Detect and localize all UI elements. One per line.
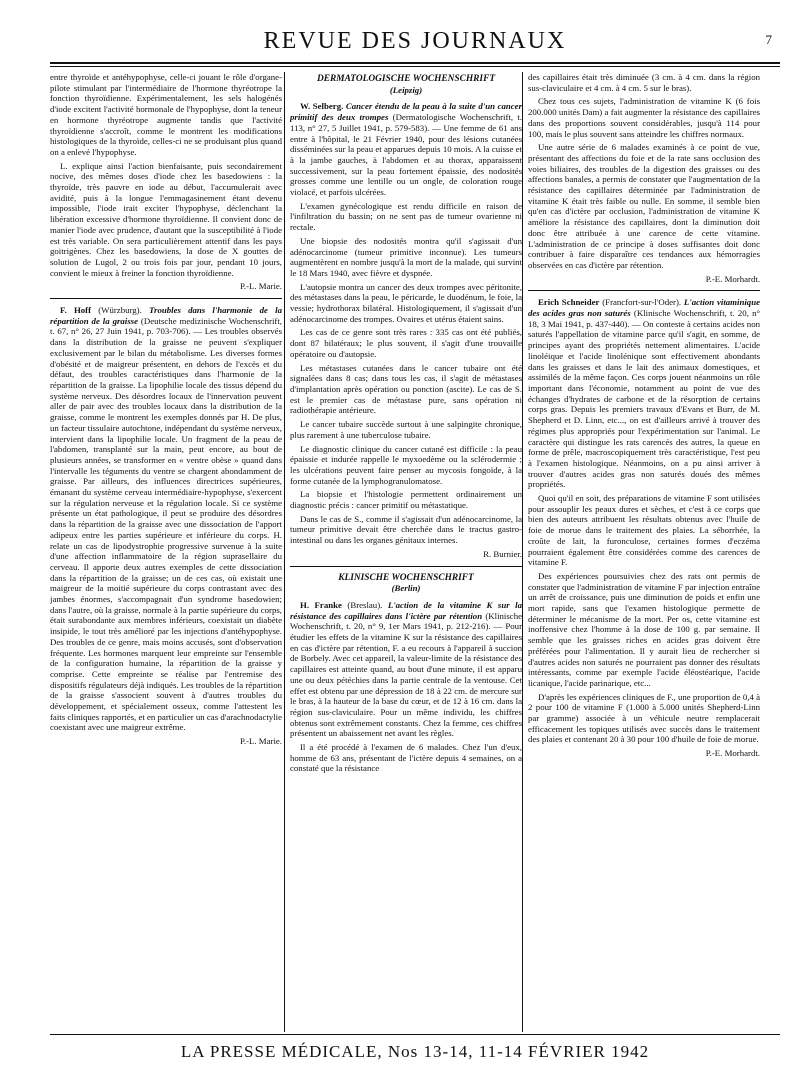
author: F. Hoff bbox=[60, 305, 92, 316]
paragraph: des capillaires était très diminuée (3 cm. à 4 cm. dans la région sus-claviculaire et 4 cm. à 4 cm. 5 sur le bras). bbox=[528, 72, 760, 93]
article-title: L'action vitaminique des acides gras non saturés bbox=[528, 297, 760, 319]
paragraph: Des expériences poursuivies chez des rats ont permis de constater que l'administration de vitamine F par injection entraîne un arrêt de croissance, puis une diminution de poids et enfin une mort rapide, sans que l'examen histologique permette de déterminer le mécanisme de la mort. Per os, cette vitamine est inoffensive chez l'homme à la dose de 100 g. par semaine. Il semble que les graisses riches en acides gras doivent être préférées pour l'alimentation. Il y aurait lieu de rechercher si d'autres acides non saturés ne pourraient pas donner des résultats intéressants, comme par exemple l'acide éléostéarique, l'acide licanique, l'acide parinarique, etc... bbox=[528, 570, 760, 688]
paragraph: D'après les expériences cliniques de F., une proportion de 0,4 à 2 pour 100 de vitamine F (1.000 à 5.000 unités Shepherd-Linn par gramme) associée à un véhicule neutre remplacerait efficacement les topiques utilisés avec succès dans le traitement des plaies et contenant 20 à 30 pour 100 d'huile de foie de morue. bbox=[528, 691, 760, 745]
page-footer: LA PRESSE MÉDICALE, Nos 13-14, 11-14 FÉVRIER 1942 bbox=[180, 1042, 650, 1061]
article-body: (Klinische Wochenschrift, t. 20, n° 18, 3 Mai 1941, p. 437-440). — On conteste à certains acides non saturés l'appellation de vitamine parce qu'il s'agit, en somme, de principes ayant des propriétés nettement alimentaires. L'acide linoléique et l'acide linolénique sont effectivement abondants dans les graisses et dans le lait des animaux domestiques, et assimilés de la même façon. Ces corps jouent néanmoins un rôle important dans l'économie, notamment au point de vue des échanges d'hydrates de carbone et de la résorption de certains corps gras. Depuis les premiers travaux d'Evans et Burr, de M. Shepherd et D. Linn, etc..., on est d'ailleurs arrivé à trouver des régimes plus appropriés pour l'expérimentation sur l'animal. Le caractère qui distingue les rats carencés des autres, la queue en forme de prêle, macroscopiquement très caractéristique, l'est peu à l'examen histologique. Néanmoins, on a pu ainsi arriver à trouver d'autres acides gras non saturés doués des mêmes propriétés. bbox=[528, 308, 760, 490]
page-number: 7 bbox=[765, 32, 772, 47]
column-divider-1 bbox=[284, 72, 285, 1032]
column-1 bbox=[50, 72, 282, 1032]
paragraph: Une biopsie des nodosités montra qu'il s'agissait d'un adénocarcinome (tumeur primitive inconnue). Les tumeurs augmentèrent en nombre jusqu'à la mort de la malade, qui survint le 18 Mars 1940, avec fièvre et dyspnée. bbox=[290, 235, 522, 278]
paragraph: entre thyroïde et antéhypophyse, celle-ci jouant le rôle d'organe-pilote stimulant par l'intermédiaire de l'hormone thyréotrope la fonction thyroïdienne. Expérimentalement, les sels halogénés d'iode excitent l'activité hormonale de l'hypophyse, dont la teneur en hormone thyréotrope augmente tandis que l'activité thyroïdienne s'accroît, comme le montrent les modifications histologiques de la thyroïde, celles-ci ne se produisant plus quand on a enlevé l'hypophyse. bbox=[50, 72, 282, 157]
paragraph: La biopsie et l'histologie permettent ordinairement un diagnostic précis : cancer primitif ou métastatique. bbox=[290, 489, 522, 511]
paragraph: Chez tous ces sujets, l'administration de vitamine K (6 fois 200.000 unités Dam) a fait augmenter la résistance des capillaires dans des proportions souvent considérables, jusqu'à 114 pour 100, mais le plus souvent sans atteindre les chiffres normaux. bbox=[528, 96, 760, 139]
author: H. Franke bbox=[300, 599, 342, 610]
article-title: L'action de la vitamine K sur la résistance des capillaires dans l'ictère par rétention bbox=[290, 599, 522, 621]
paragraph: Le diagnostic clinique du cancer cutané est difficile : la peau épaissie et indurée rappelle le myxoedème ou la sclérodermie ; les ulcérations peuvent faire penser au mycosis fongoïde, à la forme cutanée de la lymphogranulomatose. bbox=[290, 443, 522, 486]
page-header bbox=[50, 20, 780, 60]
paragraph: Les métastases cutanées dans le cancer tubaire ont été signalées dans 8 cas; dans tous les cas, il s'agit de métastases d'implantation après opération ou ponction (ascite). Le cas de S. est le premier cas de métastase pure, sans opération ni radiothérapie antérieure. bbox=[290, 362, 522, 416]
paragraph: Une autre série de 6 malades examinés à ce point de vue, présentant des affections du foie et de la rate sans occlusion des voies biliaires, des troubles de la digestion des graisses ou des affections banales, a permis de constater que l'augmentation de la résistance des capillaires déterminée par l'administration de vitamine K était très faible ou nulle. En somme, il semble bien qu'en cas d'ictère par occlusion, l'administration de vitamine K améliore la résistance des capillaires, dont la diminution doit donc être attribuée à une carence de cette vitamine. L'administration de ce principe à doses suffisantes doit donc contribuer à faire disparaître ces tendances aux hémorragies observées en cas d'ictère par rétention. bbox=[528, 142, 760, 270]
author: Erich Schneider bbox=[538, 297, 600, 308]
signature: P.-L. Marie. bbox=[239, 281, 282, 292]
journal-city: (Leipzig) bbox=[389, 84, 423, 95]
article-hoff bbox=[50, 305, 282, 733]
paragraph: L'autopsie montra un cancer des deux trompes avec péritonite, des métastases dans la peau, le péricarde, le duodénum, le foie, la vessie; hydrothorax bilatéral. Histologiquement, il s'agissait d'un adénocarcinome des trompes. Ovaires et utérus étaient sains. bbox=[290, 281, 522, 324]
paragraph: Quoi qu'il en soit, des préparations de vitamine F sont utilisées pour assouplir les peaux dures et sèches, et c'est à ce corps que bien des auteurs attribuent les résultats obtenus avec l'huile de foie de morue dans le traitement des plaies. La séborrhée, la croûte de lait, la furonculose, certaines formes d'eczéma pourraient également être considérées comme des carences de vitamine F. bbox=[528, 493, 760, 568]
author-city: (Francfort-sur-l'Oder). bbox=[599, 297, 684, 308]
paragraph: Dans le cas de S., comme il s'agissait d'un adénocarcinome, la tumeur primitive devait être cherchée dans le tractus gastro-intestinal ou dans les organes génitaux internes. bbox=[290, 513, 522, 546]
journal-name: DERMATOLOGISCHE WOCHENSCHRIFT bbox=[316, 74, 496, 84]
paragraph: Le cancer tubaire succède surtout à une salpingite chronique, plus rarement à une tuberculose tubaire. bbox=[290, 419, 522, 440]
paragraph: Il a été procédé à l'examen de 6 malades. Chez l'un d'eux, homme de 63 ans, présentant de l'ictère depuis 4 semaines, on a constaté que la résistance bbox=[290, 742, 522, 774]
author-city: (Würzburg). bbox=[91, 305, 149, 316]
article-separator bbox=[528, 290, 760, 291]
article-body: (Dermatologische Wochenschrift, t. 113, n° 27, 5 Juillet 1941, p. 579-583). — Une femme de 61 ans entre à l'hôpital, le 21 Février 1940, pour des lésions cutanées disséminées sur la peau et apparues depuis 10 mois. A la cuisse et à la jambe gauches, à l'abdomen et au thorax, apparaissent successivement, sur la peau fortement épaissie, des nodosités grosses comme une lentille ou un ongle, de coloration rouge violacé, et parfois ulcérées. bbox=[290, 112, 522, 198]
paragraph: L. explique ainsi l'action bienfaisante, puis secondairement nocive, des mêmes doses d'iode chez les basedowiens : la thyroïde, très pauvre en iode au début, l'accumulerait avec avidité, puis à la longue l'emmagasinement étant devenu impossible, l'iode irait exciter l'hypophyse, déclenchant la libération excessive d'hormone thyroïdienne. Il convient donc de manier l'iode avec prudence, d'autant que la susceptibilité à l'iode est très variable. On sera particulièrement attentif dans les pays goitrigènes. Chez les basedowiens, la dose de X gouttes de solution de Lugol, 2 ou trois fois par jour, pendant 10 jours, convient le mieux à freiner la fonction thyroïdienne. bbox=[50, 160, 282, 278]
article-franke bbox=[290, 600, 522, 739]
author-city: (Breslau). bbox=[341, 599, 388, 610]
paragraph: L'examen gynécologique est rendu difficile en raison de l'infiltration du bassin; on ne sent pas de tumeur ovarienne ni rectale. bbox=[290, 200, 522, 233]
article-title: Cancer étendu de la peau à la suite d'un cancer primitif des deux trompes bbox=[290, 101, 522, 123]
article-selberg bbox=[290, 101, 522, 197]
article-body: (Deutsche medizinische Wochenschrift, t. 67, n° 26, 27 Juin 1941, p. 703-706). — Les troubles observés dans la distribution de la graisse ne peuvent s'expliquer exclusivement par le bilan du métabolisme. Les diverses formes d'obésité et de maigreur présentent, en dehors de l'excès et du défaut, des troubles caractéristiques dans l'harmonie de la répartition de la graisse. La lipophilie locale des tissus dépend du système nerveux. Des désordres locaux de l'innervation peuvent aller de pair avec des troubles locaux dans la distribution de la graisse, comme le montrent les exemples donnés par H. De plus, un facteur tissulaire autochtone, indépendant du système nerveux, intervient dans la lipophilie locale. Un fragment de la peau de l'abdomen, transplanté sur la main, peut encore, au bout de plusieurs années, se transformer en « ventre obèse » quand dans l'intervalle les téguments du ventre se chargent abondamment de graisse. Par ailleurs, des influences directrices supérieures, émanant du système cerveau intermédiaire-hypophyse, s'exercent sur la régulation nerveuse et la régulation locale. Si ce système présente un état pathologique, il peut se produire des désordres dans la répartition de la graisse avec une dissociation de l'apport adipeux entre les parties supérieure et inférieure du corps. H. relate un cas de lipodystrophie progressive survenue à la suite d'une affection inflammatoire de la région suprasellaire du cerveau. Il apporte deux autres exemples de cette dissociation dans la répartition de la graisse; un de ces cas, où existait une maigreur de la moitié supérieure du corps contrastant avec des jambes énormes, s'accompagnait d'un syndrome basedowien; dans l'autre, où la graisse, normale à la partie supérieure du corps, était surabondante aux membres inférieurs, coexistait un diabète insipide, le tout très amélioré par les injections d'antéhypophyse. Des troubles de ce genre, mais moins accusés, sont d'observation fréquente. Les hormones marquent leur empreinte sur l'ensemble de la configuration humaine, la répartition de la graisse y comprise. Cette empreinte se réalise par l'entremise des dispositifs régulateurs déjà indiqués. Les troubles de la répartition de la graisse s'associent souvent à d'autres troubles du développement, et spécialement osseux, comme l'attestent les faits cliniques rapportés, et en particulier un cas d'arachnodactylie coexistant avec une maigreur extrême. bbox=[50, 315, 282, 733]
journal-name: KLINISCHE WOCHENSCHRIFT bbox=[338, 572, 474, 583]
paragraph: Les cas de ce genre sont très rares : 335 cas ont été publiés, dont 87 bilatéraux; le plus souvent, il s'agit d'une trouvaille opératoire ou d'autopsie. bbox=[290, 327, 522, 359]
header-rule-thin bbox=[50, 66, 780, 67]
signature: R. Burnier. bbox=[483, 548, 522, 559]
article-separator bbox=[50, 298, 282, 299]
journal-city: (Berlin) bbox=[391, 583, 421, 594]
column-3 bbox=[528, 72, 760, 1032]
column-2 bbox=[290, 72, 522, 1032]
author: W. Selberg. bbox=[300, 101, 344, 112]
footer-rule bbox=[50, 1034, 780, 1035]
article-separator bbox=[290, 566, 522, 567]
header-rule bbox=[50, 62, 780, 64]
signature: P.-E. Morhardt. bbox=[705, 748, 760, 759]
journal-section-title: REVUE DES JOURNAUX bbox=[263, 28, 567, 54]
signature: P.-L. Marie. bbox=[239, 736, 282, 747]
signature: P.-E. Morhardt. bbox=[705, 273, 760, 284]
column-divider-2 bbox=[522, 72, 523, 1032]
article-schneider bbox=[528, 297, 760, 490]
article-title: Troubles dans l'harmonie de la répartition de la graisse bbox=[50, 305, 282, 326]
article-body: (Klinische Wochenschrift, t. 20, n° 9, 1er Mars 1941, p. 212-216). — Pour étudier les effets de la vitamine K sur la résistance des capillaires en cas d'ictère par rétention, F. a eu recours à l'appareil à succion de Borbely. Avec cet appareil, la valeur-limite de la résistance des capillaires est atteinte quand, au bout d'une minute, il est apparu une ou deux pétéchies dans la partie centrale de la ventouse. Cet effet est obtenu par une dépression de 18 à 22 cm. de mercure sur le bras, à la hauteur de la base du cœur, et de 12 à 16 cm. dans la région sus-claviculaire. Pour un même individu, les chiffres obtenus sont extrêmement constants. Chez la femme, ces chiffres présentent un abaissement net avant les règles. bbox=[290, 610, 522, 739]
